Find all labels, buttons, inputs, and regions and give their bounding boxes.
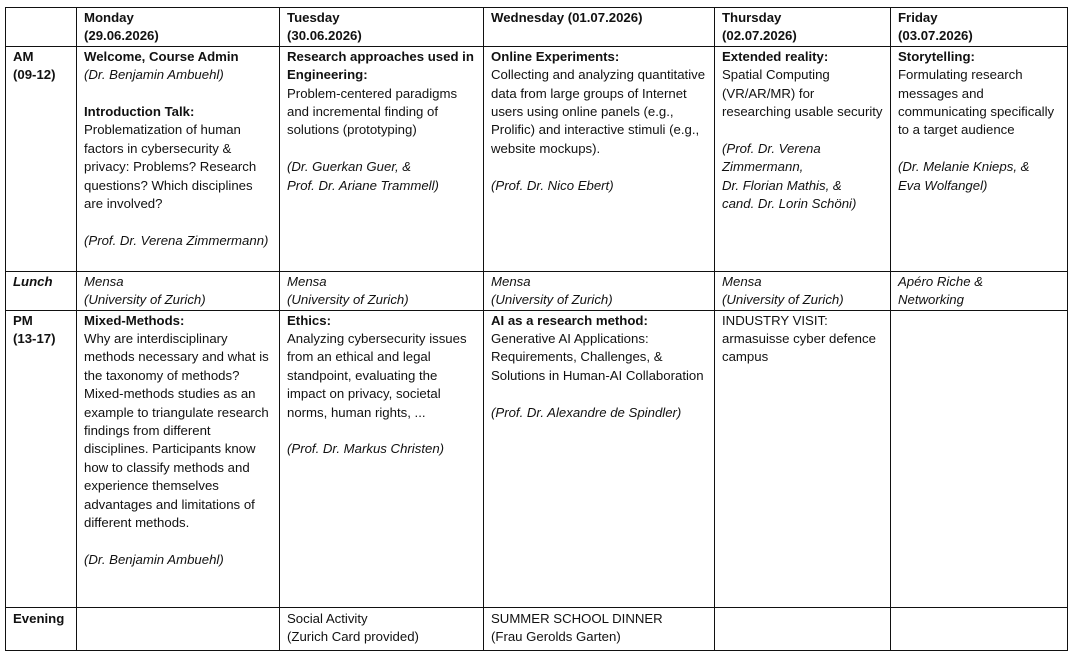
lunch-monday-cell bbox=[77, 271, 280, 310]
am-monday-cell bbox=[77, 46, 280, 271]
corner-cell bbox=[6, 8, 77, 47]
session-description: Spatial Computing (VR/AR/MR) for researching usable security bbox=[722, 67, 883, 120]
pm-tuesday-cell bbox=[280, 310, 484, 607]
lunch-location: (University of Zurich) bbox=[722, 292, 844, 308]
header-thursday bbox=[715, 8, 891, 47]
spacer bbox=[84, 213, 272, 231]
evening-friday-cell bbox=[891, 607, 1068, 650]
session-title: Welcome, Course Admin bbox=[84, 48, 239, 64]
row-label-lunch bbox=[6, 271, 77, 310]
session-title: AI as a research method: bbox=[491, 312, 648, 328]
evening-event: SUMMER SCHOOL DINNER bbox=[491, 610, 663, 626]
lunch-venue: Mensa bbox=[722, 273, 762, 289]
lecturer: (Dr. Melanie Knieps, & bbox=[898, 159, 1030, 175]
row-label-pm bbox=[6, 310, 77, 607]
lecturer: (Prof. Dr. Nico Ebert) bbox=[491, 177, 614, 193]
spacer bbox=[84, 85, 272, 103]
header-friday bbox=[891, 8, 1068, 47]
slot-label: PM bbox=[13, 312, 33, 328]
lecturer: Eva Wolfangel) bbox=[898, 177, 988, 193]
lunch-location: (University of Zurich) bbox=[287, 292, 409, 308]
lecturer: (Prof. Dr. Verena Zimmermann) bbox=[84, 232, 269, 248]
lunch-row bbox=[6, 271, 1068, 310]
session-description: Why are interdisciplinary methods necessary and what is the taxonomy of methods? Mixed-methods studies as an example to triangulate research findings from different disciplines. Participants know how to classify methods and experience themselves advantages and limitations of different methods. bbox=[84, 331, 269, 531]
session-description: Problem-centered paradigms and incremental finding of solutions (prototyping) bbox=[287, 85, 458, 138]
session-title: Research approaches used in Engineering: bbox=[287, 48, 474, 83]
session-title: INDUSTRY VISIT: bbox=[722, 312, 828, 328]
evening-note: (Zurich Card provided) bbox=[287, 629, 419, 645]
session-description: armasuisse cyber defence campus bbox=[722, 331, 876, 365]
day-date: (03.07.2026) bbox=[898, 28, 973, 44]
pm-row bbox=[6, 310, 1068, 607]
lunch-venue: Apéro Riche & bbox=[898, 273, 984, 289]
header-monday bbox=[77, 8, 280, 47]
header-wednesday bbox=[484, 8, 715, 47]
day-date: (30.06.2026) bbox=[287, 28, 362, 44]
lunch-tuesday-cell bbox=[280, 271, 484, 310]
lunch-friday-cell bbox=[891, 271, 1068, 310]
lecturer: Dr. Florian Mathis, & bbox=[722, 177, 842, 193]
lunch-venue: Mensa bbox=[84, 273, 124, 289]
am-friday-cell bbox=[891, 46, 1068, 271]
session-title: Extended reality: bbox=[722, 48, 829, 64]
spacer bbox=[491, 158, 707, 176]
pm-thursday-cell bbox=[715, 310, 891, 607]
day-name: Wednesday (01.07.2026) bbox=[491, 10, 643, 25]
row-label-am bbox=[6, 46, 77, 271]
spacer bbox=[287, 140, 476, 158]
lunch-location: (University of Zurich) bbox=[491, 292, 613, 308]
evening-venue: (Frau Gerolds Garten) bbox=[491, 629, 621, 645]
lecturer: Prof. Dr. Ariane Trammell) bbox=[287, 177, 439, 193]
lecturer: (Dr. Guerkan Guer, & bbox=[287, 159, 412, 175]
spacer bbox=[287, 422, 476, 440]
day-name: Monday bbox=[84, 10, 134, 25]
lunch-venue: Mensa bbox=[287, 273, 327, 289]
header-tuesday bbox=[280, 8, 484, 47]
pm-wednesday-cell bbox=[484, 310, 715, 607]
spacer bbox=[898, 140, 1060, 158]
session-description: Analyzing cybersecurity issues from an ethical and legal standpoint, evaluating the impact on privacy, societal norms, human rights, ... bbox=[287, 331, 467, 420]
header-row bbox=[6, 8, 1068, 47]
lecturer: (Prof. Dr. Markus Christen) bbox=[287, 441, 445, 457]
evening-thursday-cell bbox=[715, 607, 891, 650]
lecturer: (Dr. Benjamin Ambuehl) bbox=[84, 551, 224, 567]
slot-label: AM bbox=[13, 48, 34, 64]
session-title: Online Experiments: bbox=[491, 48, 620, 64]
am-tuesday-cell bbox=[280, 46, 484, 271]
lecturer: (Prof. Dr. Alexandre de Spindler) bbox=[491, 404, 682, 420]
pm-friday-cell bbox=[891, 310, 1068, 607]
day-name: Thursday bbox=[722, 10, 782, 25]
session-title: Storytelling: bbox=[898, 48, 975, 64]
day-name: Tuesday bbox=[287, 10, 340, 25]
session-description: Formulating research messages and communicating specifically to a target audience bbox=[898, 67, 1055, 138]
lunch-thursday-cell bbox=[715, 271, 891, 310]
evening-tuesday-cell bbox=[280, 607, 484, 650]
spacer bbox=[722, 121, 883, 139]
session-description: Problematization of human factors in cybersecurity & privacy: Problems? Research questions? Which disciplines are involved? bbox=[84, 122, 257, 212]
lecturer: cand. Dr. Lorin Schöni) bbox=[722, 196, 857, 212]
slot-time: (13-17) bbox=[13, 331, 56, 347]
session-title: Mixed-Methods: bbox=[84, 312, 185, 328]
slot-label: Evening bbox=[13, 610, 65, 626]
slot-label: Lunch bbox=[13, 273, 53, 289]
spacer bbox=[491, 385, 707, 403]
lunch-venue: Mensa bbox=[491, 273, 531, 289]
lecturer: (Prof. Dr. Verena Zimmermann, bbox=[722, 140, 821, 175]
session-description: Collecting and analyzing quantitative data from large groups of Internet users using online panels (e.g., Prolific) and interactive stimuli (e.g., website mockups). bbox=[491, 67, 706, 156]
evening-wednesday-cell bbox=[484, 607, 715, 650]
lunch-location: (University of Zurich) bbox=[84, 292, 206, 308]
pm-monday-cell bbox=[77, 310, 280, 607]
am-wednesday-cell bbox=[484, 46, 715, 271]
session-description: Generative AI Applications: Requirements, Challenges, & Solutions in Human-AI Collaboration bbox=[491, 331, 704, 383]
session-title: Ethics: bbox=[287, 312, 331, 328]
day-name: Friday bbox=[898, 10, 938, 25]
evening-monday-cell bbox=[77, 607, 280, 650]
lecturer: (Dr. Benjamin Ambuehl) bbox=[84, 67, 224, 83]
lunch-location: Networking bbox=[898, 292, 964, 308]
am-row bbox=[6, 46, 1068, 271]
day-date: (29.06.2026) bbox=[84, 28, 159, 44]
evening-row bbox=[6, 607, 1068, 650]
am-thursday-cell bbox=[715, 46, 891, 271]
evening-event: Social Activity bbox=[287, 610, 368, 626]
row-label-evening bbox=[6, 607, 77, 650]
slot-time: (09-12) bbox=[13, 67, 56, 83]
lunch-wednesday-cell bbox=[484, 271, 715, 310]
day-date: (02.07.2026) bbox=[722, 28, 797, 44]
spacer bbox=[84, 533, 272, 551]
session-title: Introduction Talk: bbox=[84, 104, 195, 120]
summer-school-schedule-table bbox=[5, 7, 1068, 651]
